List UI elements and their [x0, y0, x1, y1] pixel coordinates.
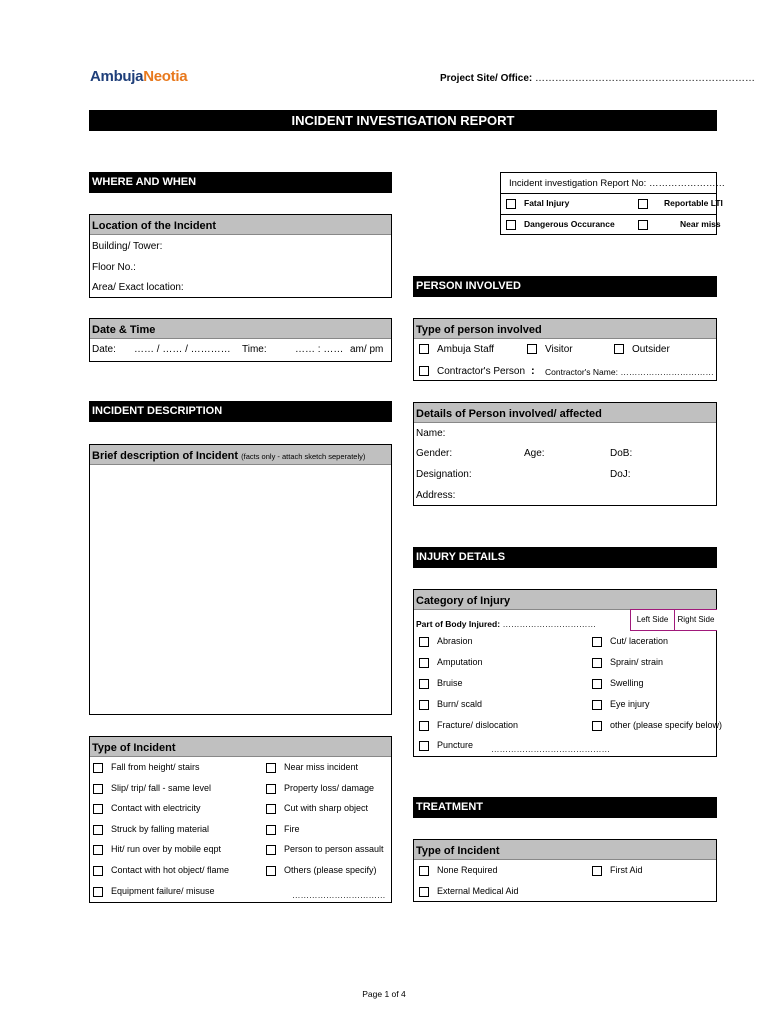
location-box	[89, 214, 392, 298]
location-heading: Location of the Incident	[90, 215, 391, 235]
near-miss-checkbox[interactable]: Near miss	[638, 219, 721, 230]
incident-slip-trip-checkbox[interactable]: Slip/ trip/ fall - same level	[93, 783, 211, 794]
date-time-box	[89, 318, 392, 362]
treatment-first-aid-checkbox[interactable]: First Aid	[592, 865, 643, 876]
incident-fall-from-height-checkbox[interactable]: Fall from height/ stairs	[93, 762, 200, 773]
injury-amputation-checkbox[interactable]: Amputation	[419, 657, 483, 668]
contractor-name-field[interactable]: Contractor's Name: ……………………………	[545, 367, 714, 377]
building-field[interactable]: Building/ Tower:	[92, 241, 163, 252]
injury-abrasion-checkbox[interactable]: Abrasion	[419, 636, 473, 647]
treatment-none-checkbox[interactable]: None Required	[419, 865, 498, 876]
incident-near-miss-checkbox[interactable]: Near miss incident	[266, 762, 358, 773]
date-field[interactable]: …… / …… / …………	[134, 344, 231, 355]
incident-others-field[interactable]: ……………………………	[292, 890, 386, 900]
doj-field[interactable]: DoJ:	[610, 469, 631, 480]
time-field[interactable]: …… : ……	[295, 344, 344, 355]
report-number-field[interactable]: Incident investigation Report No: ……………………	[509, 178, 725, 189]
incident-electricity-checkbox[interactable]: Contact with electricity	[93, 803, 201, 814]
injury-category-box	[413, 589, 723, 757]
am-pm-label: am/ pm	[350, 344, 384, 355]
page-number: Page 1 of 4	[362, 989, 406, 999]
contractor-colon: :	[531, 365, 535, 377]
incident-falling-material-checkbox[interactable]: Struck by falling material	[93, 824, 209, 835]
injury-eye-checkbox[interactable]: Eye injury	[592, 699, 650, 710]
name-field[interactable]: Name:	[416, 428, 446, 439]
incident-equipment-failure-checkbox[interactable]: Equipment failure/ misuse	[93, 886, 215, 897]
treatment-external-checkbox[interactable]: External Medical Aid	[419, 886, 519, 897]
time-label: Time:	[242, 344, 267, 355]
body-part-field[interactable]: Part of Body Injured: ……………………………	[416, 619, 596, 629]
treatment-section: TREATMENT	[413, 797, 717, 818]
report-number-box	[500, 172, 725, 235]
treatment-heading: Type of Incident	[414, 840, 716, 860]
ambuja-staff-checkbox[interactable]: Ambuja Staff	[419, 344, 494, 355]
brief-description-heading: Brief description of Incident (facts only - attach sketch seperately)	[90, 445, 391, 465]
dob-field[interactable]: DoB:	[610, 448, 633, 459]
contractor-person-checkbox[interactable]: Contractor's Person	[419, 366, 525, 377]
person-type-heading: Type of person involved	[414, 319, 716, 339]
injury-category-heading: Category of Injury	[414, 590, 716, 610]
date-label: Date:	[92, 344, 116, 355]
type-of-incident-heading: Type of Incident	[90, 737, 391, 757]
injury-sprain-checkbox[interactable]: Sprain/ strain	[592, 657, 663, 668]
left-side-option[interactable]: Left Side	[630, 609, 675, 631]
person-details-box	[413, 402, 717, 506]
visitor-checkbox[interactable]: Visitor	[527, 344, 573, 355]
area-field[interactable]: Area/ Exact location:	[92, 282, 184, 293]
injury-cut-checkbox[interactable]: Cut/ laceration	[592, 636, 668, 647]
incident-assault-checkbox[interactable]: Person to person assault	[266, 844, 384, 855]
incident-sharp-object-checkbox[interactable]: Cut with sharp object	[266, 803, 368, 814]
injury-burn-checkbox[interactable]: Burn/ scald	[419, 699, 482, 710]
where-when-section: WHERE AND WHEN	[89, 172, 392, 193]
incident-description-section: INCIDENT DESCRIPTION	[89, 401, 392, 422]
page-title: INCIDENT INVESTIGATION REPORT	[89, 110, 717, 131]
incident-others-checkbox[interactable]: Others (please specify)	[266, 865, 377, 876]
right-side-option[interactable]: Right Side	[674, 609, 717, 631]
dangerous-occurance-checkbox[interactable]: Dangerous Occurance	[506, 219, 615, 230]
injury-puncture-checkbox[interactable]: Puncture	[419, 740, 473, 751]
person-type-box	[413, 318, 717, 381]
incident-mobile-eqpt-checkbox[interactable]: Hit/ run over by mobile eqpt	[93, 844, 221, 855]
incident-fire-checkbox[interactable]: Fire	[266, 824, 300, 835]
treatment-box	[413, 839, 717, 902]
incident-hot-object-checkbox[interactable]: Contact with hot object/ flame	[93, 865, 229, 876]
injury-other-checkbox[interactable]: other (please specify below)	[592, 720, 722, 731]
designation-field[interactable]: Designation:	[416, 469, 472, 480]
project-site-field[interactable]: Project Site/ Office: …………………………………………………………	[440, 73, 756, 84]
brief-description-box[interactable]	[89, 444, 392, 715]
type-of-incident-box	[89, 736, 392, 903]
injury-details-section: INJURY DETAILS	[413, 547, 717, 568]
injury-fracture-checkbox[interactable]: Fracture/ dislocation	[419, 720, 518, 731]
injury-specify-field[interactable]: ……………………………………	[491, 744, 610, 754]
injury-swelling-checkbox[interactable]: Swelling	[592, 678, 644, 689]
incident-property-loss-checkbox[interactable]: Property loss/ damage	[266, 783, 374, 794]
floor-field[interactable]: Floor No.:	[92, 262, 136, 273]
gender-field[interactable]: Gender:	[416, 448, 453, 459]
fatal-injury-checkbox[interactable]: Fatal Injury	[506, 198, 569, 209]
outsider-checkbox[interactable]: Outsider	[614, 344, 670, 355]
date-time-heading: Date & Time	[90, 319, 391, 339]
injury-bruise-checkbox[interactable]: Bruise	[419, 678, 463, 689]
company-logo: AmbujaNeotia	[90, 68, 188, 85]
person-involved-section: PERSON INVOLVED	[413, 276, 717, 297]
age-field[interactable]: Age:	[524, 448, 545, 459]
reportable-lti-checkbox[interactable]: Reportable LTI	[638, 198, 723, 209]
address-field[interactable]: Address:	[416, 490, 456, 501]
person-details-heading: Details of Person involved/ affected	[414, 403, 716, 423]
